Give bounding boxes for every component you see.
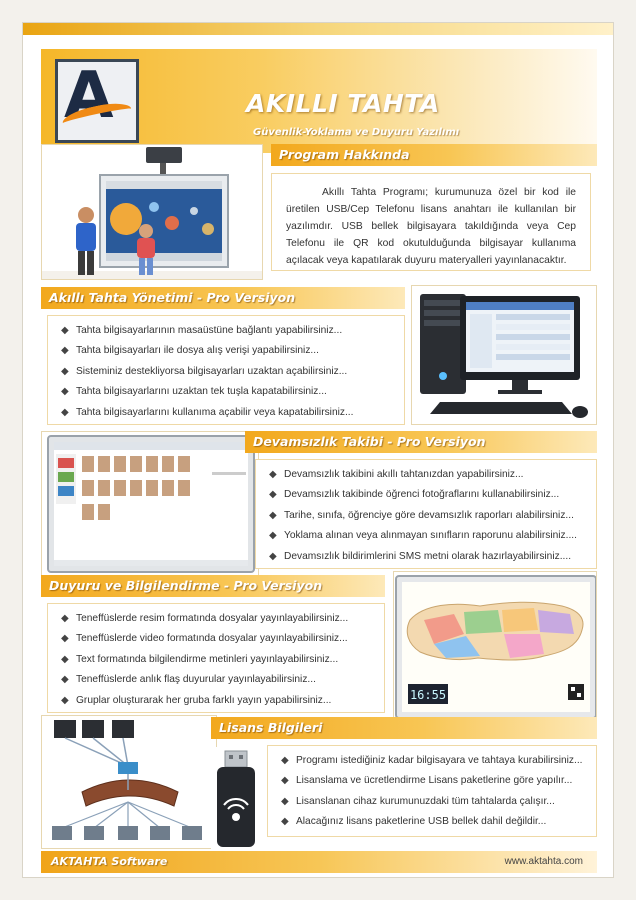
attendance-list [256, 460, 596, 567]
list-item [278, 792, 596, 812]
list-item [58, 609, 384, 629]
list-item [278, 771, 596, 791]
list-item-text: Gruplar oluşturarak her gruba farklı yayın yapabilirsiniz... [76, 694, 332, 706]
list-item [58, 382, 404, 402]
list-item [58, 670, 384, 690]
diamond-bullet-icon: ◆ [269, 469, 277, 480]
list-item-text: Tahta bilgisayarlarını uzaktan tek tuşla kapatabilirsiniz... [76, 386, 327, 398]
list-item-text: Tarihe, sınıfa, öğrenciye göre devamsızlık raporları alabilirsiniz... [284, 509, 574, 521]
network-diagram-image [41, 715, 217, 849]
list-item [58, 362, 404, 382]
list-item-text: Devamsızlık takibini akıllı tahtanızdan yapabilirsiniz... [284, 469, 524, 480]
license-list [268, 746, 596, 833]
diamond-bullet-icon: ◆ [281, 775, 289, 787]
page-subtitle: Güvenlik-Yoklama ve Duyuru Yazılımı [253, 127, 460, 138]
page-title: AKILLI TAHTA [246, 89, 440, 118]
about-heading: Program Hakkında [279, 147, 410, 162]
diamond-bullet-icon: ◆ [61, 325, 69, 336]
diamond-bullet-icon: ◆ [281, 795, 289, 807]
list-item-text: Devamsızlık bildirimlerini SMS metni olarak hazırlayabilirsiniz.... [284, 550, 572, 562]
turkey-map-board-image [393, 571, 597, 721]
desktop-computer-image [411, 285, 597, 425]
announcements-heading: Duyuru ve Bilgilendirme - Pro Versiyon [49, 578, 323, 593]
list-item [58, 650, 384, 670]
list-item [58, 403, 404, 423]
list-item-text: Teneffüslerde resim formatında dosyalar yayınlayabilirsiniz... [76, 613, 349, 624]
list-item-text: Alacağınız lisans paketlerine USB bellek dahil değildir... [296, 816, 547, 828]
list-item-text: Lisanslama ve ücretlendirme Lisans paketlerine göre yapılır... [296, 775, 573, 787]
license-heading: Lisans Bilgileri [219, 720, 323, 735]
list-item [278, 812, 596, 832]
usb-drive-image [211, 747, 261, 851]
brochure-page [22, 22, 614, 878]
list-item-text: Programı istediğiniz kadar bilgisayara ve tahtaya kurabilirsiniz... [296, 755, 583, 766]
diamond-bullet-icon: ◆ [61, 633, 69, 645]
list-item-text: Teneffüslerde video formatında dosyalar yayınlayabilirsiniz... [76, 633, 348, 645]
list-item-text: Sisteminiz destekliyorsa bilgisayarları uzaktan açabilirsiniz... [76, 365, 348, 377]
clock-display: 16:55 [409, 688, 447, 702]
management-heading-band [41, 287, 405, 309]
header-banner [41, 49, 597, 153]
diamond-bullet-icon: ◆ [61, 365, 69, 377]
diamond-bullet-icon: ◆ [269, 530, 277, 542]
diamond-bullet-icon: ◆ [281, 755, 289, 766]
list-item [278, 751, 596, 771]
diamond-bullet-icon: ◆ [61, 653, 69, 665]
diamond-bullet-icon: ◆ [61, 386, 69, 398]
attendance-board-image [41, 431, 259, 577]
about-heading-band [271, 144, 597, 166]
list-item [266, 485, 596, 505]
list-item-text: Tahta bilgisayarlarını kullanıma açabilir veya kapatabilirsiniz... [76, 406, 354, 418]
announcements-list [48, 604, 384, 711]
list-item-text: Text formatında bilgilendirme metinleri yayınlayabilirsiniz... [76, 653, 339, 665]
list-item [266, 465, 596, 485]
list-item-text: Lisanslanan cihaz kurumunuzdaki tüm tahtalarda çalışır... [296, 795, 555, 807]
list-item-text: Tahta bilgisayarlarının masaüstüne bağlantı yapabilirsiniz... [76, 325, 343, 336]
logo-letter: A [64, 59, 114, 133]
management-list [48, 316, 404, 423]
diamond-bullet-icon: ◆ [61, 613, 69, 624]
list-item-text: Teneffüslerde anlık flaş duyurular yayınlayabilirsiniz... [76, 674, 316, 686]
announcements-list-box [47, 603, 385, 713]
management-heading: Akıllı Tahta Yönetimi - Pro Versiyon [49, 290, 296, 305]
license-heading-band [211, 717, 597, 739]
diamond-bullet-icon: ◆ [61, 345, 69, 357]
footer-bar [41, 851, 597, 873]
aktahta-logo [55, 59, 139, 143]
about-text-box [271, 173, 591, 271]
list-item-text: Devamsızlık takibinde öğrenci fotoğraflarını kullanabilirsiniz... [284, 489, 560, 501]
diamond-bullet-icon: ◆ [61, 406, 69, 418]
footer-brand: AKTAHTA Software [51, 855, 168, 868]
list-item [266, 506, 596, 526]
smartboard-classroom-image [41, 144, 263, 280]
top-accent-bar [23, 23, 613, 35]
list-item-text: Tahta bilgisayarları ile dosya alış verişi yapabilirsiniz... [76, 345, 319, 357]
announcements-heading-band [41, 575, 385, 597]
list-item [58, 321, 404, 341]
diamond-bullet-icon: ◆ [269, 489, 277, 501]
list-item [58, 629, 384, 649]
list-item-text: Yoklama alınan veya alınmayan sınıfların raporunu alabilirsiniz.... [284, 530, 577, 542]
attendance-heading: Devamsızlık Takibi - Pro Versiyon [253, 434, 486, 449]
list-item [266, 547, 596, 567]
attendance-list-box [255, 459, 597, 569]
diamond-bullet-icon: ◆ [269, 550, 277, 562]
management-list-box [47, 315, 405, 425]
list-item [58, 691, 384, 711]
diamond-bullet-icon: ◆ [61, 674, 69, 686]
diamond-bullet-icon: ◆ [269, 509, 277, 521]
list-item [58, 341, 404, 361]
attendance-heading-band [245, 431, 597, 453]
diamond-bullet-icon: ◆ [61, 694, 69, 706]
diamond-bullet-icon: ◆ [281, 816, 289, 828]
list-item [266, 526, 596, 546]
about-text: Akıllı Tahta Programı; kurumunuza özel bir kod ile üretilen USB/Cep Telefonu lisans anahtarı ile kullanılan bir yazılımdır. USB bellek bilgisayara takıldığında veya Cep Telefonu ile QR kod okutulduğunda bilgisayar kullanıma açılacak veya kapatılarak duyuru materyalleri yayınlanacaktır. [286, 187, 576, 266]
license-list-box [267, 745, 597, 837]
footer-website-link[interactable]: www.aktahta.com [504, 856, 583, 867]
